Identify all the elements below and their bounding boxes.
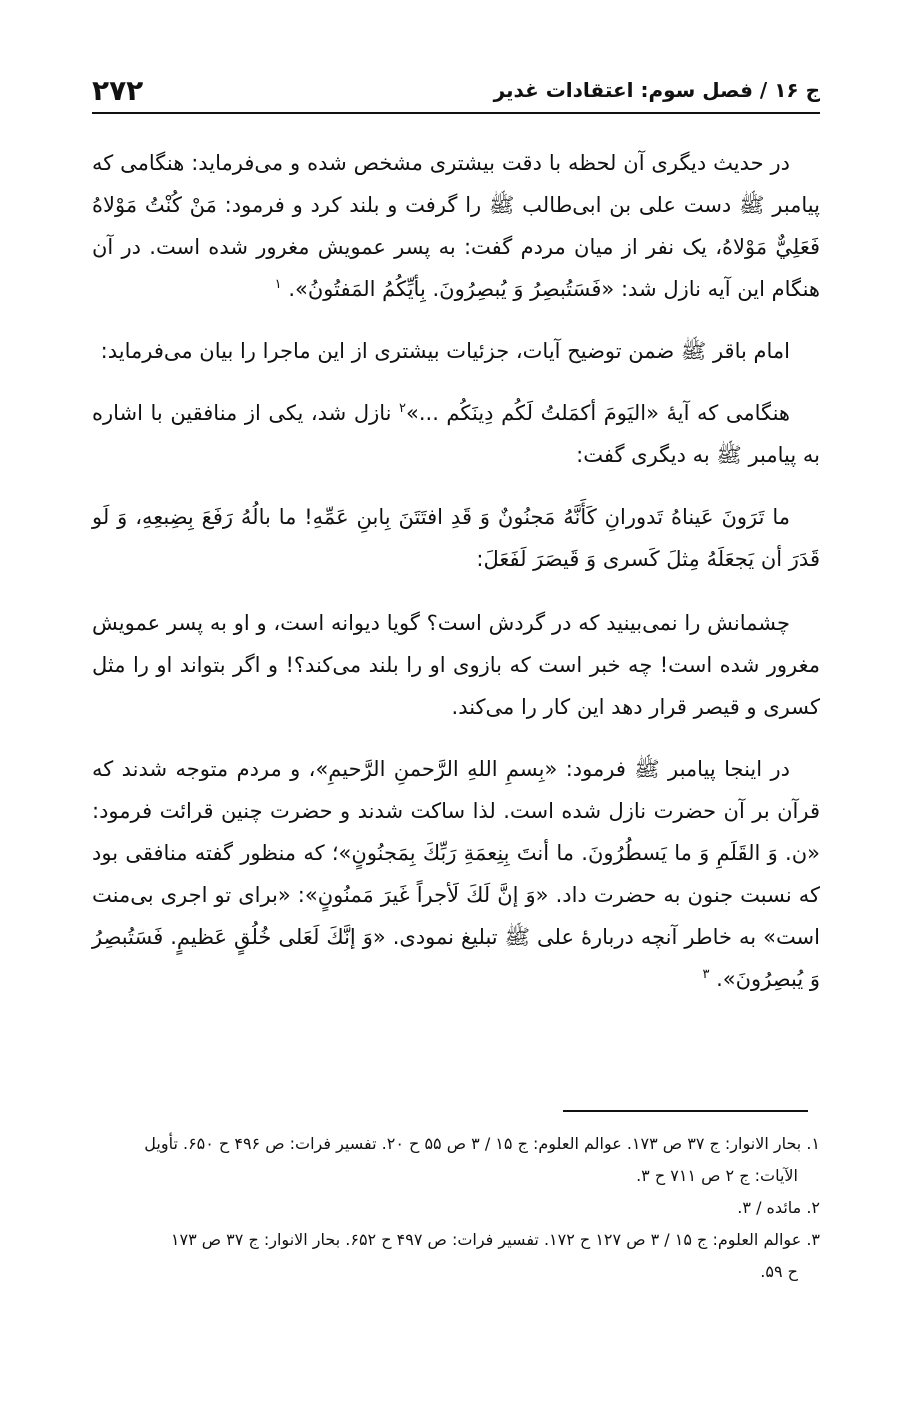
footnote-2 xyxy=(92,1192,820,1224)
footnote-divider xyxy=(563,1110,808,1112)
paragraph-text: امام باقر ﷺ ضمن توضیح آیات، جزئیات بیشتری از این ماجرا را بیان می‌فرماید: xyxy=(100,339,790,363)
main-text xyxy=(92,142,820,1020)
paragraph-text: هنگامی که آیهٔ «اليَومَ أكمَلتُ لَكُم دِينَكُم ...» xyxy=(406,401,790,425)
paragraph-6 xyxy=(92,748,820,1000)
page-number: ۲۷۲ xyxy=(92,73,144,107)
footnote-text-continued: الآیات: ج ۲ ص ۷۱۱ ح ۳. xyxy=(636,1166,798,1185)
paragraph-1 xyxy=(92,142,820,310)
footnote-3 xyxy=(92,1224,820,1288)
footnote-ref[interactable]: ۲ xyxy=(399,401,406,416)
footnote-text-continued: ح ۵۹. xyxy=(760,1262,798,1281)
paragraph-text: در اینجا پیامبر ﷺ فرمود: «بِسمِ اللهِ الرَّحمنِ الرَّحيمِ»، و مردم متوجه شدند که قرآن بر آن حضرت نازل شده است. لذا ساکت شدند و حضرت چنین قرائت فرمود: «ن. وَ القَلَمِ وَ ما يَسطُرُونَ. ما أنتَ بِنِعمَةِ رَبِّكَ بِمَجنُونٍ»؛ که منظور گفته منافقی بود که نسبت جنون به حضرت داد. «وَ إنَّ لَكَ لَأجراً غَيرَ مَمنُونٍ»: «برای تو اجری بی‌منت است» به خاطر آنچه دربارهٔ علی ﷺ تبلیغ نمودی. «وَ إنَّكَ لَعَلى خُلُقٍ عَظيمٍ. فَسَتُبصِرُ وَ يُبصِرُونَ». xyxy=(92,757,820,991)
footnote-text: ۱. بحار الانوار: ج ۳۷ ص ۱۷۳. عوالم العلوم: ج ۱۵ / ۳ ص ۵۵ ح ۲۰. تفسیر فرات: ص ۴۹۶ ح ۶۵۰. تأویل xyxy=(144,1134,820,1153)
paragraph-3 xyxy=(92,392,820,476)
page-header xyxy=(92,68,820,114)
footnotes xyxy=(92,1128,820,1288)
footnote-ref[interactable]: ۳ xyxy=(702,967,710,982)
footnote-text: ۲. مائده / ۳. xyxy=(737,1198,820,1217)
paragraph-text: چشمانش را نمی‌بینید که در گردش است؟ گویا دیوانه است، و او به پسر عمویش مغرور شده است! چه خبر است که بازوی او را بلند می‌کند؟! و اگر بتواند او را مثل کسری و قیصر قرار دهد این کار را می‌کند. xyxy=(92,611,820,719)
paragraph-text: در حدیث دیگری آن لحظه با دقت بیشتری مشخص شده و می‌فرماید: هنگامی که پیامبر ﷺ دست علی بن ابی‌طالب ﷺ را گرفت و بلند کرد و فرمود: مَنْ كُنْتُ مَوْلاهُ فَعَلِيٌّ مَوْلاهُ، یک نفر از میان مردم گفت: به پسر عمویش مغرور شده است. در آن هنگام این آیه نازل شد: «فَسَتُبصِرُ وَ يُبصِرُونَ. بِأيِّكُمُ المَفتُونُ». xyxy=(92,151,820,301)
paragraph-text: ما تَرَونَ عَيناهُ تَدورانِ كَأَنَّهُ مَجنُونٌ وَ قَدِ افتَتَنَ بِابنِ عَمِّهِ! ما بالُهُ رَفَعَ بِضِبعِهِ، وَ لَو قَدَرَ أن يَجعَلَهُ مِثلَ كَسرى وَ قَيصَرَ لَفَعَلَ: xyxy=(92,505,820,571)
footnote-1 xyxy=(92,1128,820,1192)
paragraph-text: نازل شد، یکی از منافقین با اشاره به پیامبر ﷺ به دیگری گفت: xyxy=(92,401,820,467)
footnote-text: ۳. عوالم العلوم: ج ۱۵ / ۳ ص ۱۲۷ ح ۱۷۲. تفسیر فرات: ص ۴۹۷ ح ۶۵۲. بحار الانوار: ج ۳۷ ص ۱۷۳ xyxy=(170,1230,820,1249)
running-title: ج ۱۶ / فصل سوم: اعتقادات غدیر xyxy=(493,78,820,102)
paragraph-2 xyxy=(92,330,820,372)
paragraph-5 xyxy=(92,602,820,728)
paragraph-4-arabic-quote xyxy=(92,496,820,580)
footnote-ref[interactable]: ۱ xyxy=(274,277,282,292)
